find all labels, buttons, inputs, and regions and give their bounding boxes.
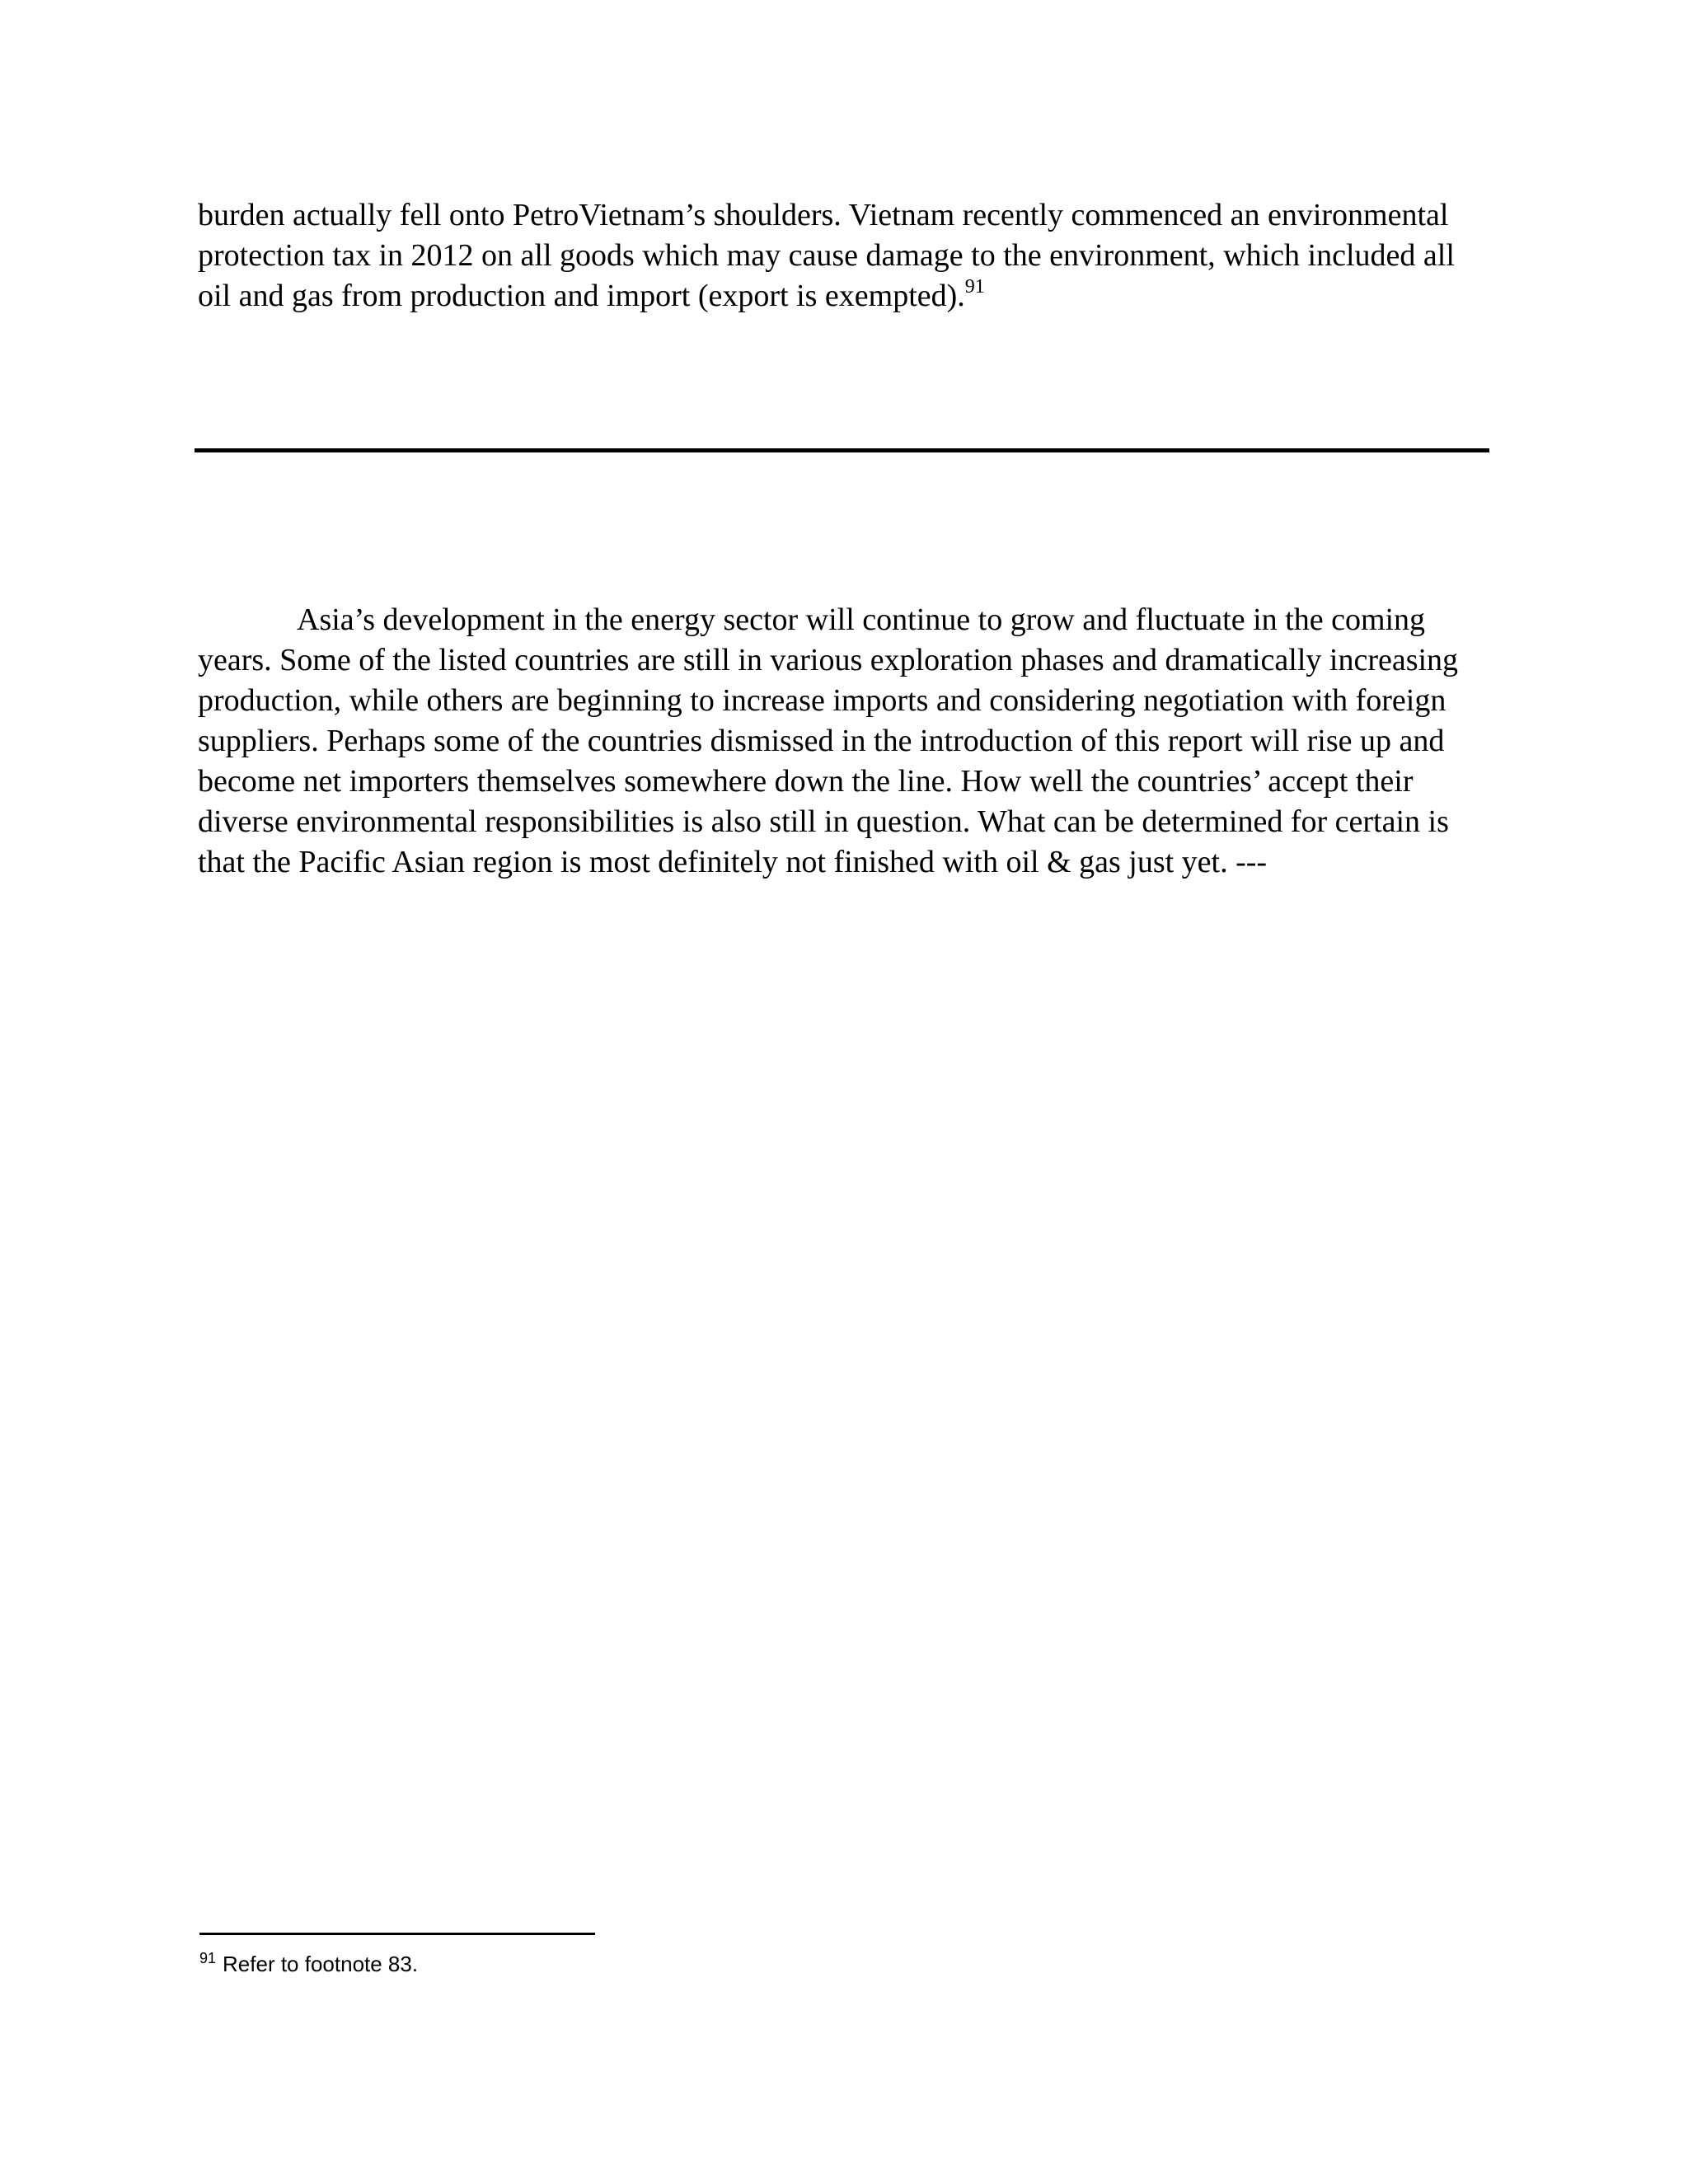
section-divider [195,448,1489,452]
footnote-separator [199,1933,595,1935]
continued-paragraph-text [198,195,1492,316]
footnote-reference: 91 [964,276,985,298]
continued-paragraph-body: burden actually fell onto PetroVietnam’s shoulders. Vietnam recently commenced an environmental protection tax in 2012 on all goods which may cause damage to the environment, which included all oil and gas from production and import (export is exempted). [198,198,1455,313]
footnote-text: Refer to footnote 83. [223,1952,419,1976]
continued-paragraph [198,195,1492,316]
conclusion-paragraph [198,600,1484,883]
footnote-marker: 91 [199,1950,217,1967]
conclusion-paragraph-text: Asia’s development in the energy sector will continue to grow and fluctuate in the coming years. Some of the listed countries are still in various exploration phases and dramatically increasing production, while others are beginning to increase imports and considering negotiation with foreign suppliers. Perhaps some of the countries dismissed in the introduction of this report will rise up and become net importers themselves somewhere down the line. How well the countries’ accept their diverse environmental responsibilities is also still in question. What can be determined for certain is that the Pacific Asian region is most definitely not finished with oil & gas just yet. --- [198,602,1459,879]
footnote [199,1950,418,1978]
